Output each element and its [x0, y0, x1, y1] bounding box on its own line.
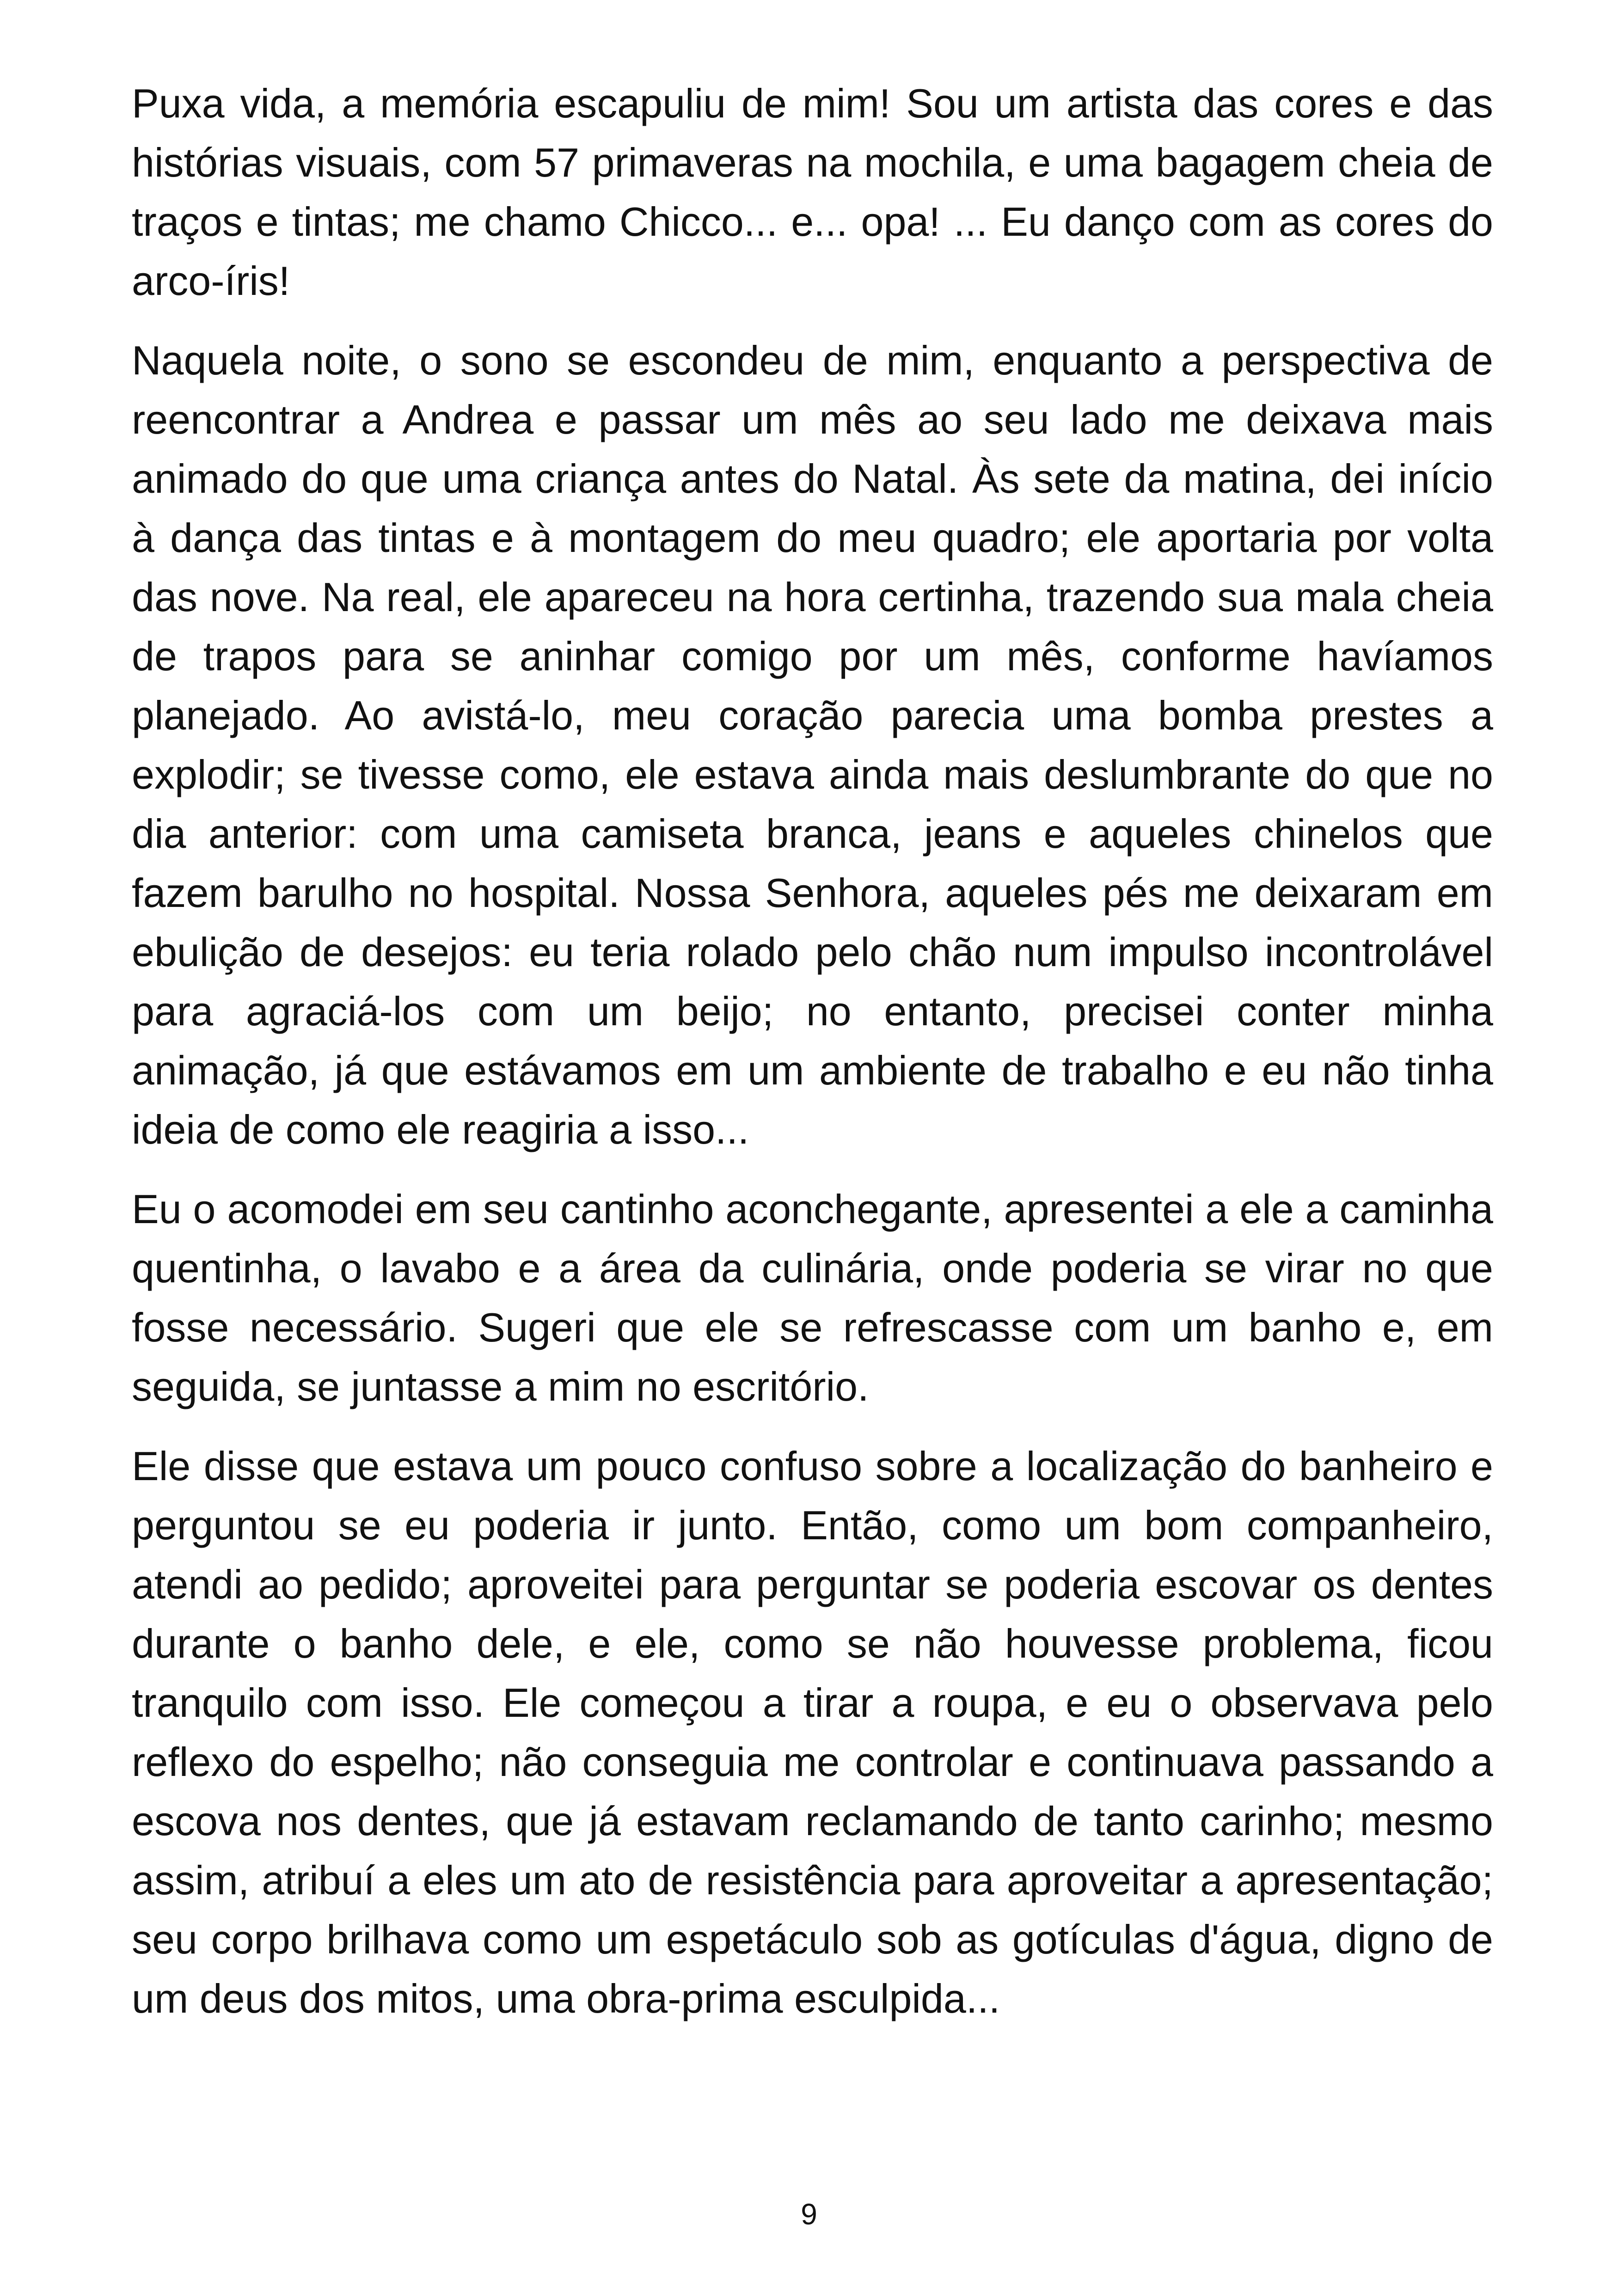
paragraph-1: Puxa vida, a memória escapuliu de mim! Sou um artista das cores e das histórias visuais, com 57 primaveras na mochila, e uma bagagem cheia de traços e tintas; me chamo Chicco... e... opa! ... Eu danço com as cores do arco-íris!	[132, 80, 1493, 304]
page-number: 9	[801, 2198, 817, 2231]
paragraph-3: Eu o acomodei em seu cantinho aconchegante, apresentei a ele a caminha quentinha, o lavabo e a área da culinária, onde poderia se virar no que fosse necessário. Sugeri que ele se refrescasse com um banho e, em seguida, se juntasse a mim no escritório.	[132, 1186, 1493, 1409]
body-text	[132, 74, 1493, 2028]
paragraph-4: Ele disse que estava um pouco confuso sobre a localização do banheiro e perguntou se eu poderia ir junto. Então, como um bom companheiro, atendi ao pedido; aproveitei para perguntar se poderia escovar os dentes durante o banho dele, e ele, como se não houvesse problema, ficou tranquilo com isso. Ele começou a tirar a roupa, e eu o observava pelo reflexo do espelho; não conseguia me controlar e continuava passando a escova nos dentes, que já estavam reclamando de tanto carinho; mesmo assim, atribuí a eles um ato de resistência para aproveitar a apresentação; seu corpo brilhava como um espetáculo sob as gotículas d'água, digno de um deus dos mitos, uma obra-prima esculpida...	[132, 1443, 1493, 2021]
paragraph-2: Naquela noite, o sono se escondeu de mim, enquanto a perspectiva de reencontrar a Andrea e passar um mês ao seu lado me deixava mais animado do que uma criança antes do Natal. Às sete da matina, dei início à dança das tintas e à montagem do meu quadro; ele aportaria por volta das nove. Na real, ele apareceu na hora certinha, trazendo sua mala cheia de trapos para se aninhar comigo por um mês, conforme havíamos planejado. Ao avistá-lo, meu coração parecia uma bomba prestes a explodir; se tivesse como, ele estava ainda mais deslumbrante do que no dia anterior: com uma camiseta branca, jeans e aqueles chinelos que fazem barulho no hospital. Nossa Senhora, aqueles pés me deixaram em ebulição de desejos: eu teria rolado pelo chão num impulso incontrolável para agraciá-los com um beijo; no entanto, precisei conter minha animação, já que estávamos em um ambiente de trabalho e eu não tinha ideia de como ele reagiria a isso...	[132, 337, 1493, 1152]
